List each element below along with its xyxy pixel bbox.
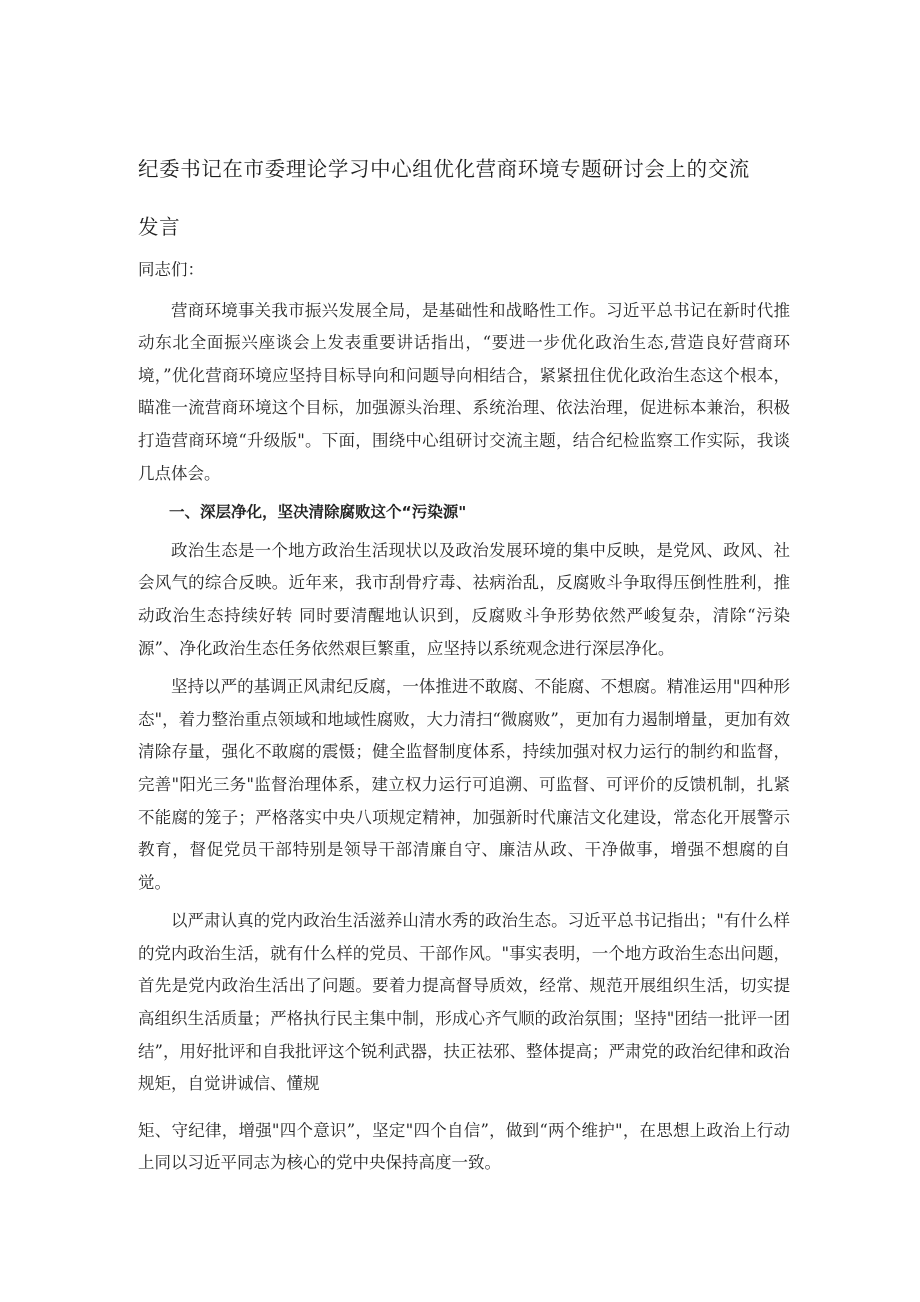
section-1-paragraph-1: 政治生态是一个地方政治生活现状以及政治发展环境的集中反映，是党风、政风、社会风气的综合反映。近年来，我市刮骨疗毒、祛病治乱，反腐败斗争取得压倒性胜利，推动政治生态持续好转 同时要清醒地认识到，反腐败斗争形势依然严峻复杂，清除“污染源”、净化政治生态任务依然艰巨繁重，应坚持以系统观念进行深层净化。 (138, 540, 790, 658)
section-1-paragraph-3: 以严肃认真的党内政治生活滋养山清水秀的政治生态。习近平总书记指出；"有什么样的党内政治生活，就有什么样的党员、干部作风。"事实表明，一个地方政治生态出问题，首先是党内政治生活出了问题。要着力提高督导质效，经常、规范开展组织生活，切实提高组织生活质量；严格执行民主集中制，形成心齐气顺的政治氛围；坚持"团结一批评一团结”，用好批评和自我批评这个锐利武器，扶正祛邪、整体提高；严肃党的政治纪律和政治规矩，自觉讲诚信、懂规 (138, 911, 790, 1094)
section-1-heading: 一、深层净化，坚决清除腐败这个“污染源" (169, 503, 467, 522)
document-title-line-1: 纪委书记在市委理论学习中心组优化营商环境专题研讨会上的交流 (138, 157, 750, 181)
salutation: 同志们： (138, 260, 204, 279)
document-title-line-2: 发言 (138, 215, 181, 239)
section-1-paragraph-2: 坚持以严的基调正风肃纪反腐，一体推进不敢腐、不能腐、不想腐。精准运用"四种形态"，着力整治重点领域和地域性腐败，大力清扫“微腐败”，更加有力遏制增量，更加有效清除存量，强化不敢腐的震慑；健全监督制度体系，持续加强对权力运行的制约和监督，完善"阳光三务"监督治理体系，建立权力运行可追溯、可监督、可评价的反馈机制，扎紧不能腐的笼子；严格落实中央八项规定精神，加强新时代廉洁文化建设，常态化开展警示教育，督促党员干部特别是领导干部清廉自守、廉洁从政、干净做事，增强不想腐的自觉。 (138, 677, 790, 892)
document-title (138, 140, 798, 256)
intro-paragraph: 营商环境事关我市振兴发展全局，是基础性和战略性工作。习近平总书记在新时代推动东北全面振兴座谈会上发表重要讲话指出，“要进一步优化政治生态,营造良好营商环境，”优化营商环境应坚持目标导向和问题导向相结合，紧紧扭住优化政治生态这个根本，瞄准一流营商环境这个目标，加强源头治理、系统治理、依法治理，促进标本兼治，积极打造营商环境“升级版"。下面，围绕中心组研讨交流主题，结合纪检监察工作实际，我谈几点体会。 (138, 300, 790, 483)
section-1-paragraph-3-continued: 矩、守纪律，增强"四个意识”，坚定"四个自信”，做到“两个维护"，在思想上政治上行动上同以习近平同志为核心的党中央保持高度一致。 (138, 1120, 790, 1173)
document-body (138, 254, 790, 1180)
